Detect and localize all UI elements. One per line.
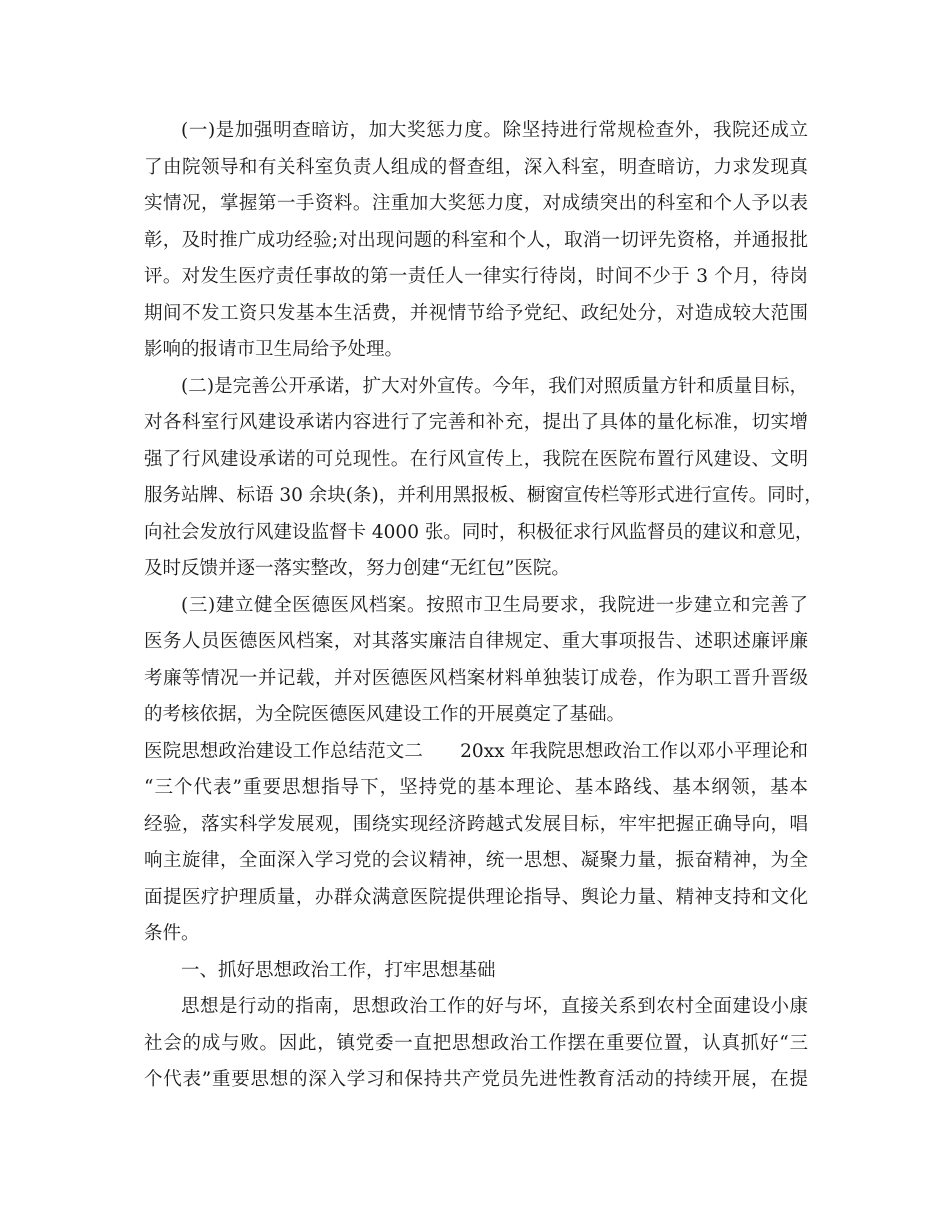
text-line: 影响的报请市卫生局给予处理。 <box>144 339 404 360</box>
document-body <box>144 113 823 1099</box>
text-line: 思想是行动的指南，思想政治工作的好与坏，直接关系到农村全面建设小康 <box>181 996 808 1017</box>
text-line: 一、抓好思想政治工作，打牢思想基础 <box>181 959 496 981</box>
text-line: 的考核依据，为全院医德医风建设工作的开展奠定了基础。 <box>144 704 626 725</box>
text-line: 期间不发工资只发基本生活费，并视情节给予党纪、政纪处分，对造成较大范围 <box>144 302 808 324</box>
text-line: 面提医疗护理质量，办群众满意医院提供理论指导、舆论力量、精神支持和文化 <box>144 886 808 908</box>
text-line: 评。对发生医疗责任事故的第一责任人一律实行待岗，时间不少于 3 个月，待岗 <box>144 266 808 287</box>
text-line: (三)建立健全医德医风档案。按照市卫生局要求，我院进一步建立和完善了 <box>181 594 808 616</box>
text-line: 服务站牌、标语 30 余块(条)，并利用黑报板、橱窗宣传栏等形式进行宣传。同时， <box>144 485 823 506</box>
text-line: “三个代表”重要思想指导下，坚持党的基本理论、基本路线、基本纲领，基本 <box>144 777 808 798</box>
text-line: 了由院领导和有关科室负责人组成的督查组，深入科室，明查暗访，力求发现真 <box>144 156 808 178</box>
text-line: 实情况，掌握第一手资料。注重加大奖惩力度，对成绩突出的科室和个人予以表 <box>144 193 808 214</box>
text-line: 响主旋律，全面深入学习党的会议精神，统一思想、凝聚力量，振奋精神，为全 <box>144 850 808 871</box>
text-line: (一)是加强明查暗访，加大奖惩力度。除坚持进行常规检查外，我院还成立 <box>181 120 808 141</box>
text-line: 个代表”重要思想的深入学习和保持共产党员先进性教育活动的持续开展，在提 <box>144 1069 808 1090</box>
text-line: 经验，落实科学发展观，围绕实现经济跨越式发展目标，牢牢把握正确导向，唱 <box>144 813 808 835</box>
text-line: 彰，及时推广成功经验;对出现问题的科室和个人，取消一切评先资格，并通报批 <box>144 229 808 251</box>
text-line: 对各科室行风建设承诺内容进行了完善和补充，提出了具体的量化标准，切实增 <box>144 412 808 433</box>
text-line: 条件。 <box>144 923 200 944</box>
text-line: 社会的成与败。因此，镇党委一直把思想政治工作摆在重要位置，认真抓好“三 <box>144 1032 808 1054</box>
text-line: 强了行风建设承诺的可兑现性。在行风宣传上，我院在医院布置行风建设、文明 <box>144 448 808 470</box>
text-line: 及时反馈并逐一落实整改，努力创建“无红包”医院。 <box>144 558 570 579</box>
text-line: 向社会发放行风建设监督卡 4000 张。同时，积极征求行风监督员的建议和意见， <box>144 521 814 543</box>
text-line: 医务人员医德医风档案，对其落实廉洁自律规定、重大事项报告、述职述廉评廉 <box>144 631 808 652</box>
text-line: 考廉等情况一并记载，并对医德医风档案材料单独装订成卷，作为职工晋升晋级 <box>144 667 808 689</box>
text-line: (二)是完善公开承诺，扩大对外宣传。今年，我们对照质量方针和质量目标， <box>181 375 808 397</box>
text-line: 医院思想政治建设工作总结范文二 20xx 年我院思想政治工作以邓小平理论和 <box>144 740 808 762</box>
